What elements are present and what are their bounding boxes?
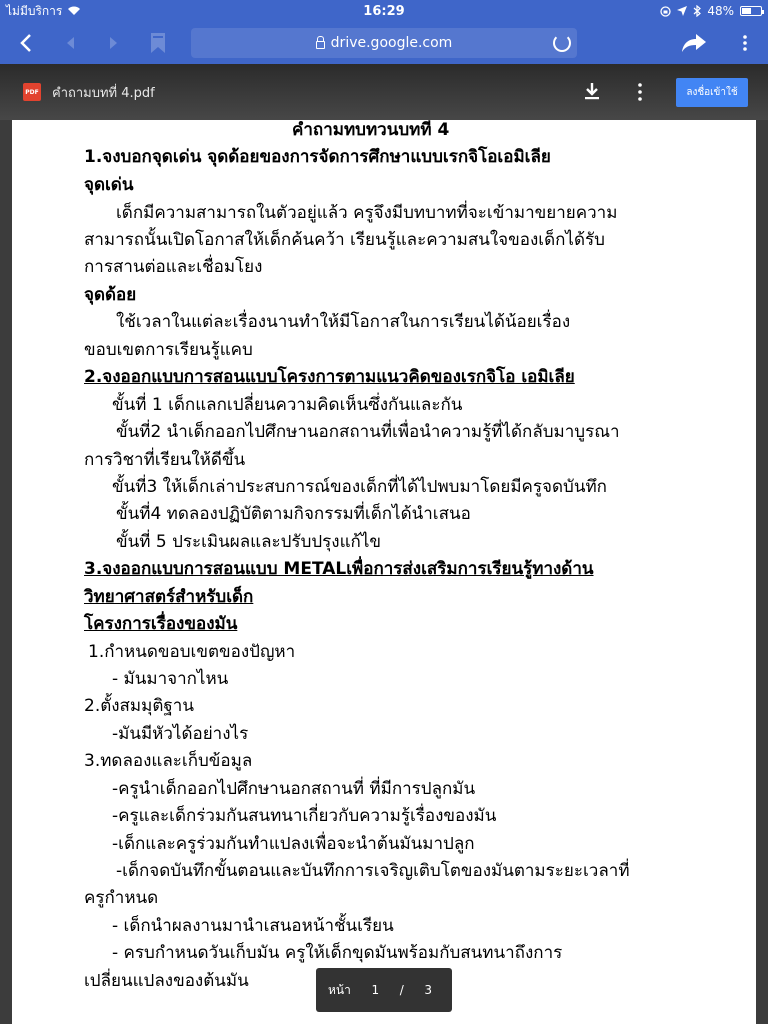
sign-in-button[interactable]: ลงชื่อเข้าใช้	[676, 78, 748, 107]
step-line: ขั้นที่ 5 ประเมินผลและปรับปรุงแก้ไข	[116, 532, 382, 552]
list-item: เปลี่ยนแปลงของต้นมัน	[84, 971, 249, 991]
total-pages: 3	[424, 983, 432, 997]
address-bar[interactable]	[191, 28, 577, 58]
browser-toolbar	[0, 22, 768, 64]
weaknesses-heading: จุดด้อย	[84, 285, 137, 305]
list-item: -ครูและเด็กร่วมกันสนทนาเกี่ยวกับความรู้เรื่องของมัน	[112, 806, 497, 826]
step-line: ขั้นที่2 นำเด็กออกไปศึกษานอกสถานที่เพื่อนำความรู้ที่ได้กลับมาบูรณา	[116, 422, 620, 442]
paragraph-line: ใช้เวลาในแต่ละเรื่องนานทำให้มีโอกาสในการเรียนได้น้อยเรื่อง	[116, 312, 571, 332]
previous-button[interactable]	[48, 22, 92, 64]
step-line: ขั้นที่ 1 เด็กแลกเปลี่ยนความคิดเห็นซึ่งกันและกัน	[112, 395, 463, 415]
list-item: ครูกำหนด	[84, 888, 159, 908]
location-icon	[677, 6, 687, 16]
question-3-heading: 3.จงออกแบบการสอนแบบ METALเพื่อการส่งเสริมการเรียนรู้ทางด้าน	[84, 559, 594, 579]
bookmark-button[interactable]	[136, 22, 180, 64]
page-separator: /	[399, 983, 404, 997]
more-options-icon[interactable]	[632, 82, 648, 102]
list-item: 3.ทดลองและเก็บข้อมูล	[84, 751, 253, 771]
list-item: -เด็กและครูร่วมกันทำแปลงเพื่อจะนำต้นมันมาปลูก	[112, 834, 475, 854]
reload-icon[interactable]	[553, 34, 571, 52]
pdf-file-icon: PDF	[23, 83, 41, 101]
project-heading: โครงการเรื่องของมัน	[84, 614, 238, 634]
next-button[interactable]	[92, 22, 136, 64]
rotation-lock-icon	[660, 6, 671, 17]
list-item: - เด็กนำผลงานมานำเสนอหน้าชั้นเรียน	[112, 916, 394, 936]
list-item: 1.กำหนดขอบเขตของปัญหา	[88, 642, 296, 662]
document-page	[12, 120, 756, 1024]
list-item: - มันมาจากไหน	[112, 669, 229, 689]
paragraph-line: การสานต่อและเชื่อมโยง	[84, 257, 263, 277]
back-button[interactable]	[4, 22, 48, 64]
download-icon[interactable]	[582, 82, 602, 102]
page-label: หน้า	[328, 982, 351, 997]
current-page: 1	[371, 983, 380, 997]
step-line: ขั้นที่4 ทดลองปฏิบัติตามกิจกรรมที่เด็กได้นำเสนอ	[116, 504, 471, 524]
question-2-heading: 2.จงออกแบบการสอนแบบโครงการตามแนวคิดของเรกจิโอ เอมิเลีย	[84, 367, 575, 387]
document-title: คำถามทบทวนบทที่ 4	[292, 120, 450, 140]
triangle-right-icon	[109, 36, 119, 50]
list-item: 2.ตั้งสมมุติฐาน	[84, 696, 194, 716]
strengths-heading: จุดเด่น	[84, 175, 134, 195]
paragraph-line: สามารถนั้นเปิดโอกาสให้เด็กค้นคว้า เรียนรู้และความสนใจของเด็กได้รับ	[84, 230, 605, 250]
viewer-header	[0, 64, 768, 120]
step-line: ขั้นที่3 ให้เด็กเล่าประสบการณ์ของเด็กที่ได้ไปพบมาโดยมีครูจดบันทึก	[112, 477, 607, 497]
page-indicator	[316, 968, 452, 1012]
url-text: drive.google.com	[330, 35, 453, 51]
clock: 16:29	[363, 3, 405, 19]
bookmark-icon	[150, 32, 166, 54]
menu-button[interactable]	[722, 22, 768, 64]
bluetooth-icon	[693, 5, 701, 17]
file-name: คำถามบทที่ 4.pdf	[52, 85, 155, 101]
triangle-left-icon	[65, 36, 75, 50]
paragraph-line: เด็กมีความสามารถในตัวอยู่แล้ว ครูจึงมีบทบาทที่จะเข้ามาขยายความ	[116, 203, 618, 223]
lock-icon	[316, 41, 325, 49]
status-bar	[0, 0, 768, 22]
battery-percent: 48%	[707, 4, 734, 18]
step-line: การวิชาที่เรียนให้ดีขึ้น	[84, 450, 246, 470]
paragraph-line: ขอบเขตการเรียนรู้แคบ	[84, 340, 253, 360]
question-3-heading-cont: วิทยาศาสตร์สำหรับเด็ก	[84, 587, 254, 607]
question-1-heading: 1.จงบอกจุดเด่น จุดด้อยของการจัดการศึกษาแบบเรกจิโอเอมิเลีย	[84, 147, 551, 167]
more-vertical-icon	[743, 35, 747, 51]
list-item: -มันมีหัวได้อย่างไร	[112, 724, 249, 744]
share-arrow-icon	[681, 33, 707, 53]
wifi-icon	[67, 6, 81, 16]
chevron-left-icon	[19, 33, 33, 53]
battery-icon	[740, 6, 762, 16]
list-item: -เด็กจดบันทึกขั้นตอนและบันทึกการเจริญเติบโตของมันตามระยะเวลาที่	[116, 861, 630, 881]
share-button[interactable]	[666, 22, 722, 64]
carrier-label: ไม่มีบริการ	[6, 3, 63, 18]
list-item: -ครูนำเด็กออกไปศึกษานอกสถานที่ ที่มีการปลูกมัน	[112, 779, 476, 799]
list-item: - ครบกำหนดวันเก็บมัน ครูให้เด็กขุดมันพร้อมกับสนทนาถึงการ	[112, 943, 563, 963]
